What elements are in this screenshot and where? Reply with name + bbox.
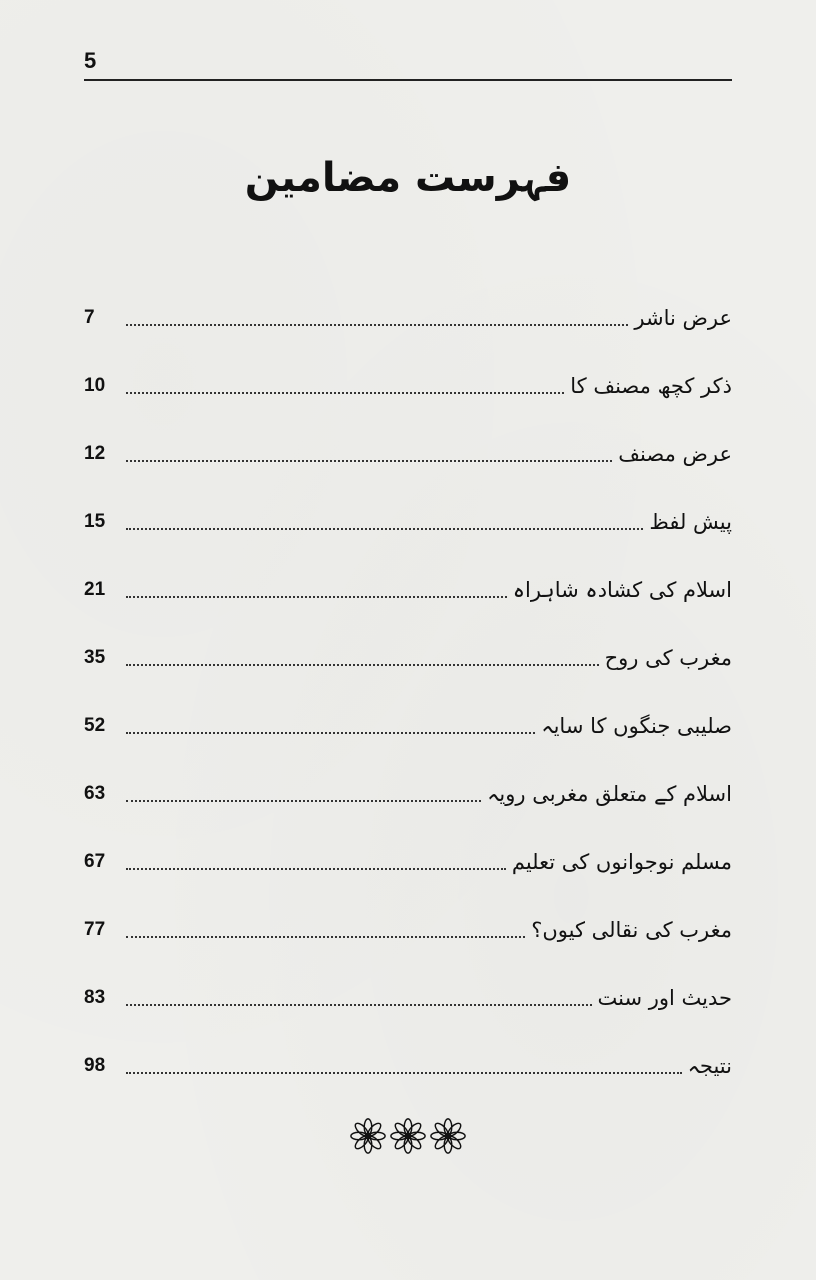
dot-leader: [126, 1004, 592, 1006]
dot-leader: [126, 732, 535, 734]
toc-entry-page-number: 77: [84, 919, 106, 940]
toc-entry-title: ذکر کچھ مصنف کا: [570, 374, 732, 398]
star-flower-ornament-icon: [390, 1116, 426, 1156]
toc-entry: [84, 882, 732, 950]
toc-entry-title: عرض ناشر: [634, 306, 732, 330]
toc-entry-page-number: 52: [84, 715, 106, 736]
star-flower-ornament-icon: [430, 1116, 466, 1156]
toc-entry-page-number: 67: [84, 851, 106, 872]
toc-entry-page-number: 98: [84, 1055, 106, 1076]
dot-leader: [126, 664, 599, 666]
toc-entry-title: صلیبی جنگوں کا سایہ: [541, 714, 732, 738]
toc-entry-page-number: 12: [84, 443, 106, 464]
toc-entry-title: نتیجہ: [687, 1054, 732, 1078]
toc-entry: [84, 746, 732, 814]
ornament-group: [0, 1116, 816, 1156]
toc-entry-page-number: 7: [84, 307, 95, 328]
toc-entry-title: مغرب کی روح: [604, 646, 732, 670]
page-title: فہرست مضامین: [244, 155, 572, 201]
toc-entry: [84, 406, 732, 474]
dot-leader: [126, 392, 564, 394]
toc-entry-page-number: 10: [84, 375, 106, 396]
page-number: 5: [84, 48, 97, 73]
dot-leader: [126, 528, 643, 530]
toc-entry-page-number: 21: [84, 579, 106, 600]
dot-leader: [126, 324, 628, 326]
dot-leader: [126, 460, 612, 462]
toc-entry-title: اسلام کی کشادہ شاہراہ: [512, 578, 732, 602]
toc-entry-page-number: 83: [84, 987, 106, 1008]
toc-entry-page-number: 15: [84, 511, 106, 532]
dot-leader: [126, 868, 506, 870]
toc-entry-title: پیش لفظ: [649, 510, 732, 534]
toc-entry: [84, 474, 732, 542]
toc-entry-page-number: 35: [84, 647, 106, 668]
toc-entry-title: مغرب کی نقالی کیوں؟: [531, 918, 732, 942]
dot-leader: [126, 800, 481, 802]
header-rule: [84, 79, 732, 81]
toc-entry: [84, 950, 732, 1018]
toc-entry: [84, 1018, 732, 1086]
toc-entry-title: حدیث اور سنت: [597, 986, 732, 1010]
toc-entry: [84, 338, 732, 406]
toc-entry-title: عرض مصنف: [618, 442, 732, 466]
toc-entry-title: اسلام کے متعلق مغربی رویہ: [487, 782, 732, 806]
toc-entry: [84, 610, 732, 678]
toc-entry: [84, 678, 732, 746]
dot-leader: [126, 596, 507, 598]
toc-entry: [84, 270, 732, 338]
toc-entry-title: مسلم نوجوانوں کی تعلیم: [511, 850, 732, 874]
toc-entry: [84, 542, 732, 610]
dot-leader: [126, 936, 525, 938]
toc-entry-page-number: 63: [84, 783, 106, 804]
table-of-contents: [84, 270, 732, 1086]
star-flower-ornament-icon: [350, 1116, 386, 1156]
toc-entry: [84, 814, 732, 882]
dot-leader: [126, 1072, 682, 1074]
